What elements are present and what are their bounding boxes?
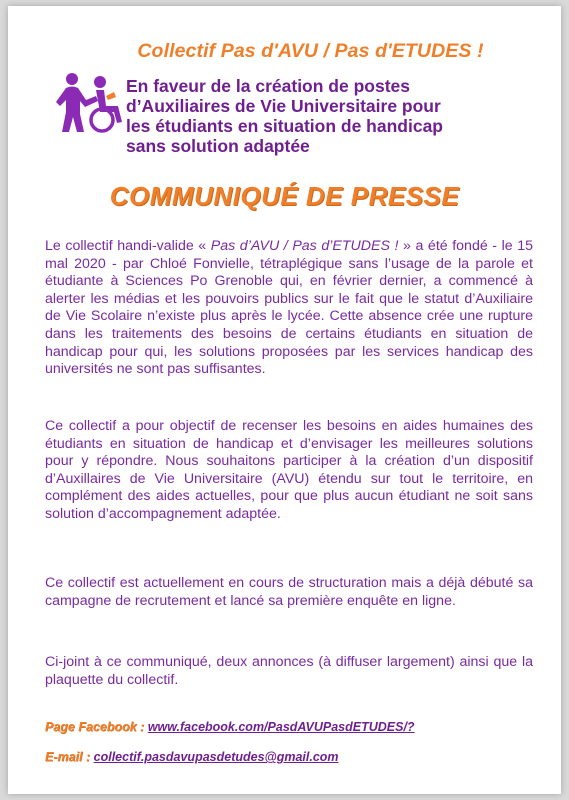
paragraph-objective: Ce collectif a pour objectif de recenser les besoins en aides humaines des étudiants en situation de handicap et d’envisager les meilleures solutions pour y répondre. Nous souhaitons participer à la création d’un dispositif d’Auxillaires de Vie Universitaire (AVU) étendu sur tout le territoire, en complément des aides actuelles, pour que plus aucun étudiant ne soit sans solution d’accompagnement adaptée. [45, 418, 533, 522]
paragraph-status: Ce collectif est actuellement en cours de structuration mais a déjà débuté sa campagne de recrutement et lancé sa première enquête en ligne. [45, 575, 533, 609]
disability-helper-icon [56, 70, 130, 134]
press-release-heading: COMMUNIQUÉ DE PRESSE [109, 181, 460, 211]
facebook-contact [45, 720, 415, 734]
paragraph-founding [45, 238, 533, 379]
subtitle-line: d’Auxiliaires de Vie Universitaire pour [126, 96, 441, 116]
paragraph-text: » a été fondé - le 15 mal 2020 - par Chloé Fonvielle, tétraplégique sans l’usage de la parole et étudiante à Sciences Po Grenoble qui, en février dernier, a commencé à alerter les médias et les pouvoirs publics sur le fait que le statut d’Auxiliaire de Vie Scolaire n’existe plus après le lycée. Cette absence crée une rupture dans les traitements des besoins de certains étudiants en situation de handicap pour qui, les solutions proposées par les services handicap des universités ne sont pas suffisantes. [45, 238, 533, 378]
facebook-link[interactable]: www.facebook.com/PasdAVUPasdETUDES/? [147, 720, 415, 734]
subtitle-line: sans solution adaptée [126, 136, 310, 156]
subtitle-line: les étudiants en situation de handicap [126, 116, 443, 136]
collective-title: Collectif Pas d'AVU / Pas d'ETUDES ! [137, 40, 484, 62]
email-label: E-mail : [45, 750, 91, 764]
paragraph-attachments: Ci-joint à ce communiqué, deux annonces (à diffuser largement) ainsi que la plaquette du collectif. [45, 654, 533, 688]
facebook-label: Page Facebook : [45, 720, 145, 734]
subtitle-line: En faveur de la création de postes [126, 76, 410, 96]
email-link[interactable]: collectif.pasdavupasdetudes@gmail.com [93, 750, 339, 764]
email-contact [45, 750, 339, 764]
subtitle [126, 76, 546, 156]
paragraph-text: Le collectif handi-valide « [45, 238, 211, 254]
collective-name-italic: Pas d’AVU / Pas d’ETUDES ! [210, 238, 399, 254]
document-page [8, 6, 561, 794]
